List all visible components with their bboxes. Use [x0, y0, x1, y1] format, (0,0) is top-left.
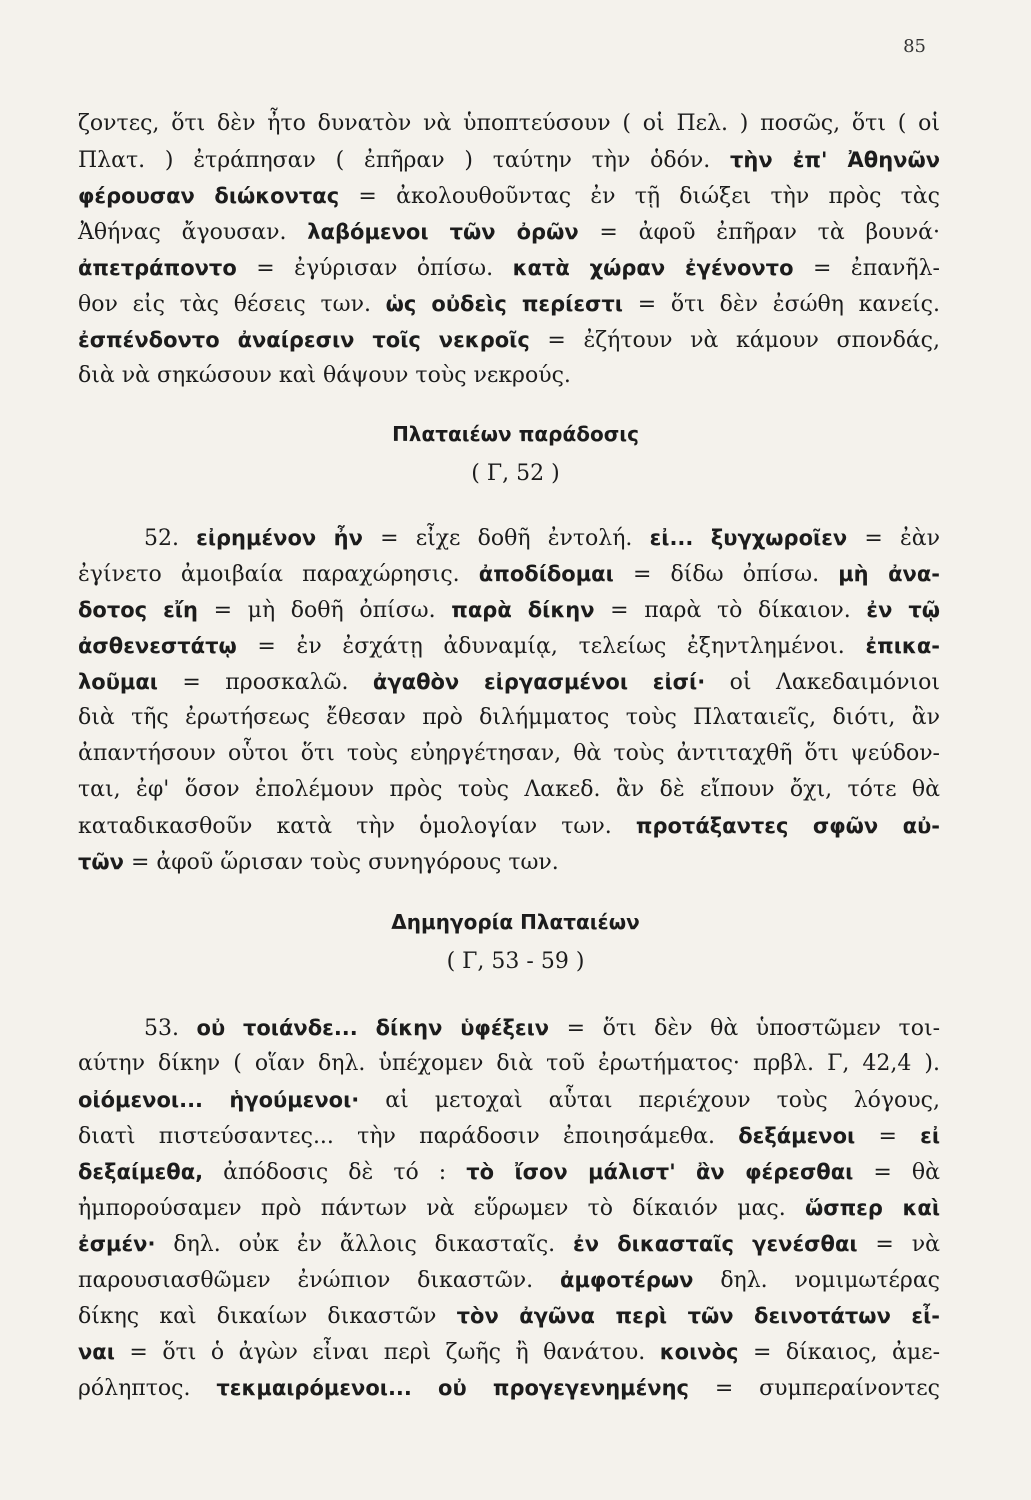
- section-reference: ( Γ, 53 - 59 ): [446, 949, 585, 974]
- text-line: διατὶ πιστεύσαντες... τὴν παράδοσιν ἐποιησάμεθα. δεξάμενοι = εἰ: [78, 1124, 941, 1149]
- section-heading: Δημηγορία Πλαταιέων: [391, 910, 640, 934]
- lemma: δοτος εἴη: [78, 598, 198, 622]
- lemma: ἀγαθὸν εἰργασμένοι εἰσί·: [372, 670, 706, 694]
- lemma: κοινὸς: [659, 1340, 739, 1364]
- text-line: φέρουσαν διώκοντας = ἀκολουθοῦντας ἐν τῇ διώξει τὴν πρὸς τὰς: [78, 184, 940, 209]
- text-line: ἐσπένδοντο ἀναίρεσιν τοῖς νεκροῖς = ἐζήτουν νὰ κάμουν σπονδάς,: [78, 328, 940, 353]
- text-line: 52. εἰρημένον ἦν = εἶχε δοθῆ ἐντολή. εἰ... ξυγχωροῖεν = ἐὰν: [144, 526, 940, 551]
- lemma: μὴ ἀνα-: [838, 562, 940, 586]
- lemma: ἐν τῷ: [866, 598, 940, 622]
- text-line: οἰόμενοι... ἡγούμενοι· αἱ μετοχαὶ αὗται περιέχουν τοὺς λόγους,: [78, 1088, 940, 1113]
- text-line: δεξαίμεθα, ἀπόδοσις δὲ τό : τὸ ἴσον μάλιστ' ἂν φέρεσθαι = θὰ: [78, 1160, 940, 1185]
- lemma: τὸ ἴσον μάλιστ' ἂν φέρεσθαι: [466, 1160, 854, 1184]
- section-reference: ( Γ, 52 ): [471, 461, 560, 486]
- lemma: ὡς οὐδεὶς περίεστι: [385, 292, 623, 316]
- lemma: οὐ τοιάνδε... δίκην ὑφέξειν: [196, 1016, 550, 1040]
- text-line: Πλατ. ) ἐτράπησαν ( ἐπῆραν ) ταύτην τὴν ὁδόν. τὴν ἐπ' Ἀθηνῶν: [78, 148, 941, 173]
- text-line: ἀπαντήσουν οὗτοι ὅτι τοὺς εὐηργέτησαν, θὰ τοὺς ἀντιταχθῆ ὅτι ψεύδον-: [78, 741, 940, 766]
- text-line: ναι = ὅτι ὁ ἀγὼν εἶναι περὶ ζωῆς ἢ θανάτου. κοινὸς = δίκαιος, ἀμε-: [78, 1340, 940, 1365]
- text-line: Ἀθήνας ἄγουσαν. λαβόμενοι τῶν ὀρῶν = ἀφοῦ ἐπῆραν τὰ βουνά·: [78, 220, 941, 245]
- text-line: θον εἰς τὰς θέσεις των. ὡς οὐδεὶς περίεστι = ὅτι δὲν ἐσώθη κανείς.: [78, 292, 941, 317]
- lemma: εἰ: [920, 1124, 941, 1148]
- lemma: δεξαίμεθα,: [78, 1160, 204, 1184]
- lemma: ἀπετράποντο: [78, 256, 237, 280]
- text-line: τῶν = ἀφοῦ ὥρισαν τοὺς συνηγόρους των.: [78, 850, 559, 875]
- lemma: ἀσθενεστάτῳ: [78, 634, 237, 658]
- lemma: λαβόμενοι τῶν ὀρῶν: [307, 220, 579, 244]
- text-line: ἐγίνετο ἀμοιβαία παραχώρησις. ἀποδίδομαι = δίδω ὀπίσω. μὴ ἀνα-: [78, 562, 940, 587]
- page-number: 85: [903, 36, 926, 57]
- text-line: 53. οὐ τοιάνδε... δίκην ὑφέξειν = ὅτι δὲν θὰ ὑποστῶμεν τοι-: [144, 1016, 940, 1041]
- lemma: δεξάμενοι: [738, 1124, 856, 1148]
- text-line: ρόληπτος. τεκμαιρόμενοι... οὐ προγεγενημένης = συμπεραίνοντες: [78, 1376, 940, 1401]
- text-line: ται, ἐφ' ὅσον ἐπολέμουν πρὸς τοὺς Λακεδ. ἂν δὲ εἴπουν ὄχι, τότε θὰ: [78, 777, 940, 802]
- lemma: κατὰ χώραν ἐγένοντο: [512, 256, 794, 280]
- text-line: διὰ τῆς ἐρωτήσεως ἔθεσαν πρὸ διλήμματος τοὺς Πλαταιεῖς, διότι, ἂν: [78, 705, 940, 730]
- lemma: ἐσπένδοντο ἀναίρεσιν τοῖς νεκροῖς: [78, 328, 530, 352]
- lemma: ἀμφοτέρων: [560, 1268, 694, 1292]
- lemma: ἐν δικασταῖς γενέσθαι: [573, 1232, 858, 1256]
- text-line: ἀπετράποντο = ἐγύρισαν ὀπίσω. κατὰ χώραν ἐγένοντο = ἐπανῆλ-: [78, 256, 940, 281]
- lemma: ἐσμέν·: [78, 1232, 156, 1256]
- text-line: δίκης καὶ δικαίων δικαστῶν τὸν ἀγῶνα περὶ τῶν δεινοτάτων εἶ-: [78, 1304, 940, 1329]
- text-line: ζοντες, ὅτι δὲν ἦτο δυνατὸν νὰ ὑποπτεύσουν ( οἱ Πελ. ) ποσῶς, ὅτι ( οἱ: [78, 111, 940, 136]
- lemma: εἰ... ξυγχωροῖεν: [649, 526, 848, 550]
- lemma: προτάξαντες σφῶν αὐ-: [635, 814, 940, 838]
- text-line: ἠμπορούσαμεν πρὸ πάντων νὰ εὕρωμεν τὸ δίκαιόν μας. ὥσπερ καὶ: [78, 1196, 940, 1221]
- lemma: εἰρημένον ἦν: [196, 526, 363, 550]
- lemma: τῶν: [78, 850, 124, 874]
- text-line: λοῦμαι = προσκαλῶ. ἀγαθὸν εἰργασμένοι εἰσί· οἱ Λακεδαιμόνιοι: [78, 670, 941, 695]
- lemma: ἐπικα-: [865, 634, 940, 658]
- text-line: παρουσιασθῶμεν ἐνώπιον δικαστῶν. ἀμφοτέρων δηλ. νομιμωτέρας: [78, 1268, 940, 1293]
- lemma: φέρουσαν διώκοντας: [78, 184, 340, 208]
- text-line: αύτην δίκην ( οἵαν δηλ. ὑπέχομεν διὰ τοῦ ἐρωτήματος· πρβλ. Γ, 42,4 ).: [78, 1051, 940, 1076]
- lemma: ὥσπερ καὶ: [804, 1196, 940, 1220]
- text-line: ἐσμέν· δηλ. οὐκ ἐν ἄλλοις δικασταῖς. ἐν δικασταῖς γενέσθαι = νὰ: [78, 1232, 940, 1257]
- lemma: τὴν ἐπ' Ἀθηνῶν: [729, 148, 941, 172]
- section-heading: Πλαταιέων παράδοσις: [392, 422, 639, 446]
- text-line: καταδικασθοῦν κατὰ τὴν ὁμολογίαν των. προτάξαντες σφῶν αὐ-: [78, 814, 940, 839]
- lemma: τὸν ἀγῶνα περὶ τῶν δεινοτάτων εἶ-: [456, 1304, 940, 1328]
- lemma: τεκμαιρόμενοι... οὐ προγεγενημένης: [216, 1376, 689, 1400]
- lemma: παρὰ δίκην: [451, 598, 595, 622]
- lemma: οἰόμενοι... ἡγούμενοι·: [78, 1088, 360, 1112]
- text-line: ἀσθενεστάτῳ = ἐν ἐσχάτῃ ἀδυναμίᾳ, τελείως ἐξηντλημένοι. ἐπικα-: [78, 634, 940, 659]
- lemma: ἀποδίδομαι: [478, 562, 614, 586]
- text-line: δοτος εἴη = μὴ δοθῆ ὀπίσω. παρὰ δίκην = παρὰ τὸ δίκαιον. ἐν τῷ: [78, 598, 940, 623]
- lemma: λοῦμαι: [78, 670, 158, 694]
- lemma: ναι: [78, 1340, 115, 1364]
- text-line: διὰ νὰ σηκώσουν καὶ θάψουν τοὺς νεκρούς.: [78, 363, 571, 388]
